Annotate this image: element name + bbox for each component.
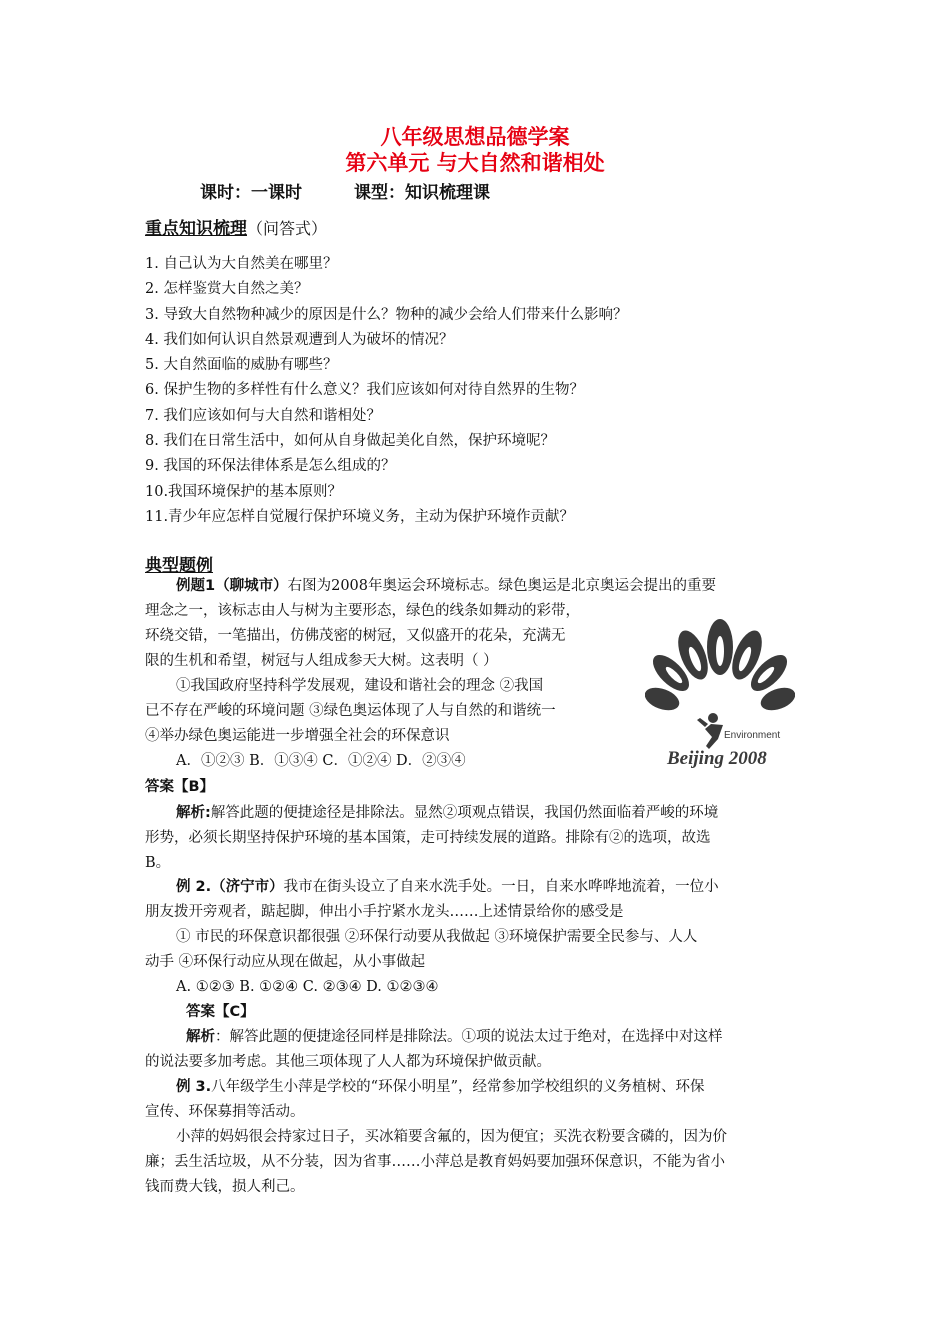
section-heading-note: （问答式） xyxy=(247,219,328,238)
list-item: 10.我国环境保护的基本原则？ xyxy=(145,483,343,500)
list-item: 11.青少年应怎样自觉履行保护环境义务，主动为保护环境作贡献？ xyxy=(145,508,575,525)
example1-line: 环绕交错，一笔描出，仿佛茂密的树冠，又似盛开的花朵，充满无 xyxy=(145,628,566,644)
example2-line: 朋友拨开旁观者，踮起脚，伸出小手拧紧水龙头……上述情景给你的感受是 xyxy=(145,904,624,920)
example3-line: 钱而费大钱，损人利己。 xyxy=(145,1179,305,1195)
tree-crown-icon xyxy=(645,619,795,715)
example3-line: 例 3.八年级学生小萍是学校的“环保小明星”，经常参加学校组织的义务植树、环保 xyxy=(176,1079,705,1095)
unit-title: 第六单元 与大自然和谐相处 xyxy=(345,151,605,175)
lesson-meta xyxy=(200,178,490,203)
section-heading-knowledge xyxy=(145,214,327,239)
list-item: 1. 自己认为大自然美在哪里？ xyxy=(145,256,338,272)
class-hours: 课时：一课时 xyxy=(200,183,302,203)
list-item: 8. 我们在日常生活中，如何从自身做起美化自然，保护环境呢？ xyxy=(145,433,555,450)
question-list xyxy=(145,252,825,530)
list-item: 5. 大自然面临的威胁有哪些？ xyxy=(145,357,338,374)
list-item: 7. 我们应该如何与大自然和谐相处？ xyxy=(145,407,381,424)
example1-line: 例题1（聊城市）右图为2008年奥运会环境标志。绿色奥运是北京奥运会提出的重要 xyxy=(176,578,716,594)
example1-analysis: 形势，必须长期坚持保护环境的基本国策，走可持续发展的道路。排除有②的选项，故选 xyxy=(145,830,711,846)
example1-line: ④举办绿色奥运能进一步增强全社会的环保意识 xyxy=(145,728,450,744)
list-item: 3. 导致大自然物种减少的原因是什么？物种的减少会给人们带来什么影响？ xyxy=(145,306,628,323)
example2-answer: 答案【C】 xyxy=(186,1004,255,1020)
example3-line: 小萍的妈妈很会持家过日子，买冰箱要含氟的，因为便宜；买洗衣粉要含磷的，因为价 xyxy=(176,1129,727,1145)
analysis-label: 解析 xyxy=(186,1029,215,1045)
logo-beijing-text: Beijing 2008 xyxy=(667,748,767,769)
example1-analysis: B。 xyxy=(145,855,171,871)
dancing-person-icon xyxy=(697,713,723,749)
example1-label: 例题1（聊城市） xyxy=(176,578,288,594)
list-item: 2. 怎样鉴赏大自然之美？ xyxy=(145,281,309,298)
example2-options: A. ①②③ B. ①②④ C. ②③④ D. ①②③④ xyxy=(176,979,439,995)
list-item: 4. 我们如何认识自然景观遭到人为破坏的情况？ xyxy=(145,331,454,348)
section-heading-text: 重点知识梳理 xyxy=(145,219,247,239)
example1-line: 已不存在严峻的环境问题 ③绿色奥运体现了人与自然的和谐统一 xyxy=(145,703,556,719)
example3-line: 廉；丢生活垃圾，从不分装，因为省事……小萍总是教育妈妈要加强环保意识，不能为省小 xyxy=(145,1154,725,1170)
example2-analysis: 的说法要多加考虑。其他三项体现了人人都为环境保护做贡献。 xyxy=(145,1054,551,1070)
example2-line: 例 2.（济宁市）我市在街头设立了自来水洗手处。一日，自来水哗哗地流着，一位小 xyxy=(176,879,719,895)
example2-line: 动手 ④环保行动应从现在做起，从小事做起 xyxy=(145,954,426,970)
example2-label: 例 2.（济宁市） xyxy=(176,879,284,895)
analysis-label: 解析: xyxy=(176,805,211,821)
example2-analysis: 解析：解答此题的便捷途径同样是排除法。①项的说法太过于绝对，在选择中对这样 xyxy=(186,1029,723,1045)
example1-line: 理念之一，该标志由人与树为主要形态，绿色的线条如舞动的彩带， xyxy=(145,603,580,619)
class-type: 课型：知识梳理课 xyxy=(354,183,490,203)
example2-line: ① 市民的环保意识都很强 ②环保行动要从我做起 ③环境保护需要全民参与、人人 xyxy=(176,929,698,945)
example3-label: 例 3. xyxy=(176,1079,212,1095)
document-title: 八年级思想品德学案 xyxy=(380,125,570,149)
example1-options: A．①②③ B．①③④ C．①②④ D．②③④ xyxy=(176,753,466,769)
example1-answer: 答案【B】 xyxy=(145,779,215,795)
example1-line: ①我国政府坚持科学发展观，建设和谐社会的理念 ②我国 xyxy=(176,678,544,694)
example1-line: 限的生机和希望，树冠与人组成参天大树。这表明（ ） xyxy=(145,653,498,669)
section-heading-examples xyxy=(145,551,213,576)
example3-line: 宣传、环保募捐等活动。 xyxy=(145,1104,305,1120)
example1-analysis: 解析:解答此题的便捷途径是排除法。显然②项观点错误，我国仍然面临着严峻的环境 xyxy=(176,805,719,821)
list-item: 9. 我国的环保法律体系是怎么组成的？ xyxy=(145,458,396,475)
beijing-2008-environment-logo xyxy=(645,617,795,775)
section-heading-text: 典型题例 xyxy=(145,556,213,576)
logo-environment-text: Environment xyxy=(724,730,781,741)
list-item: 6. 保护生物的多样性有什么意义？我们应该如何对待自然界的生物？ xyxy=(145,382,584,399)
